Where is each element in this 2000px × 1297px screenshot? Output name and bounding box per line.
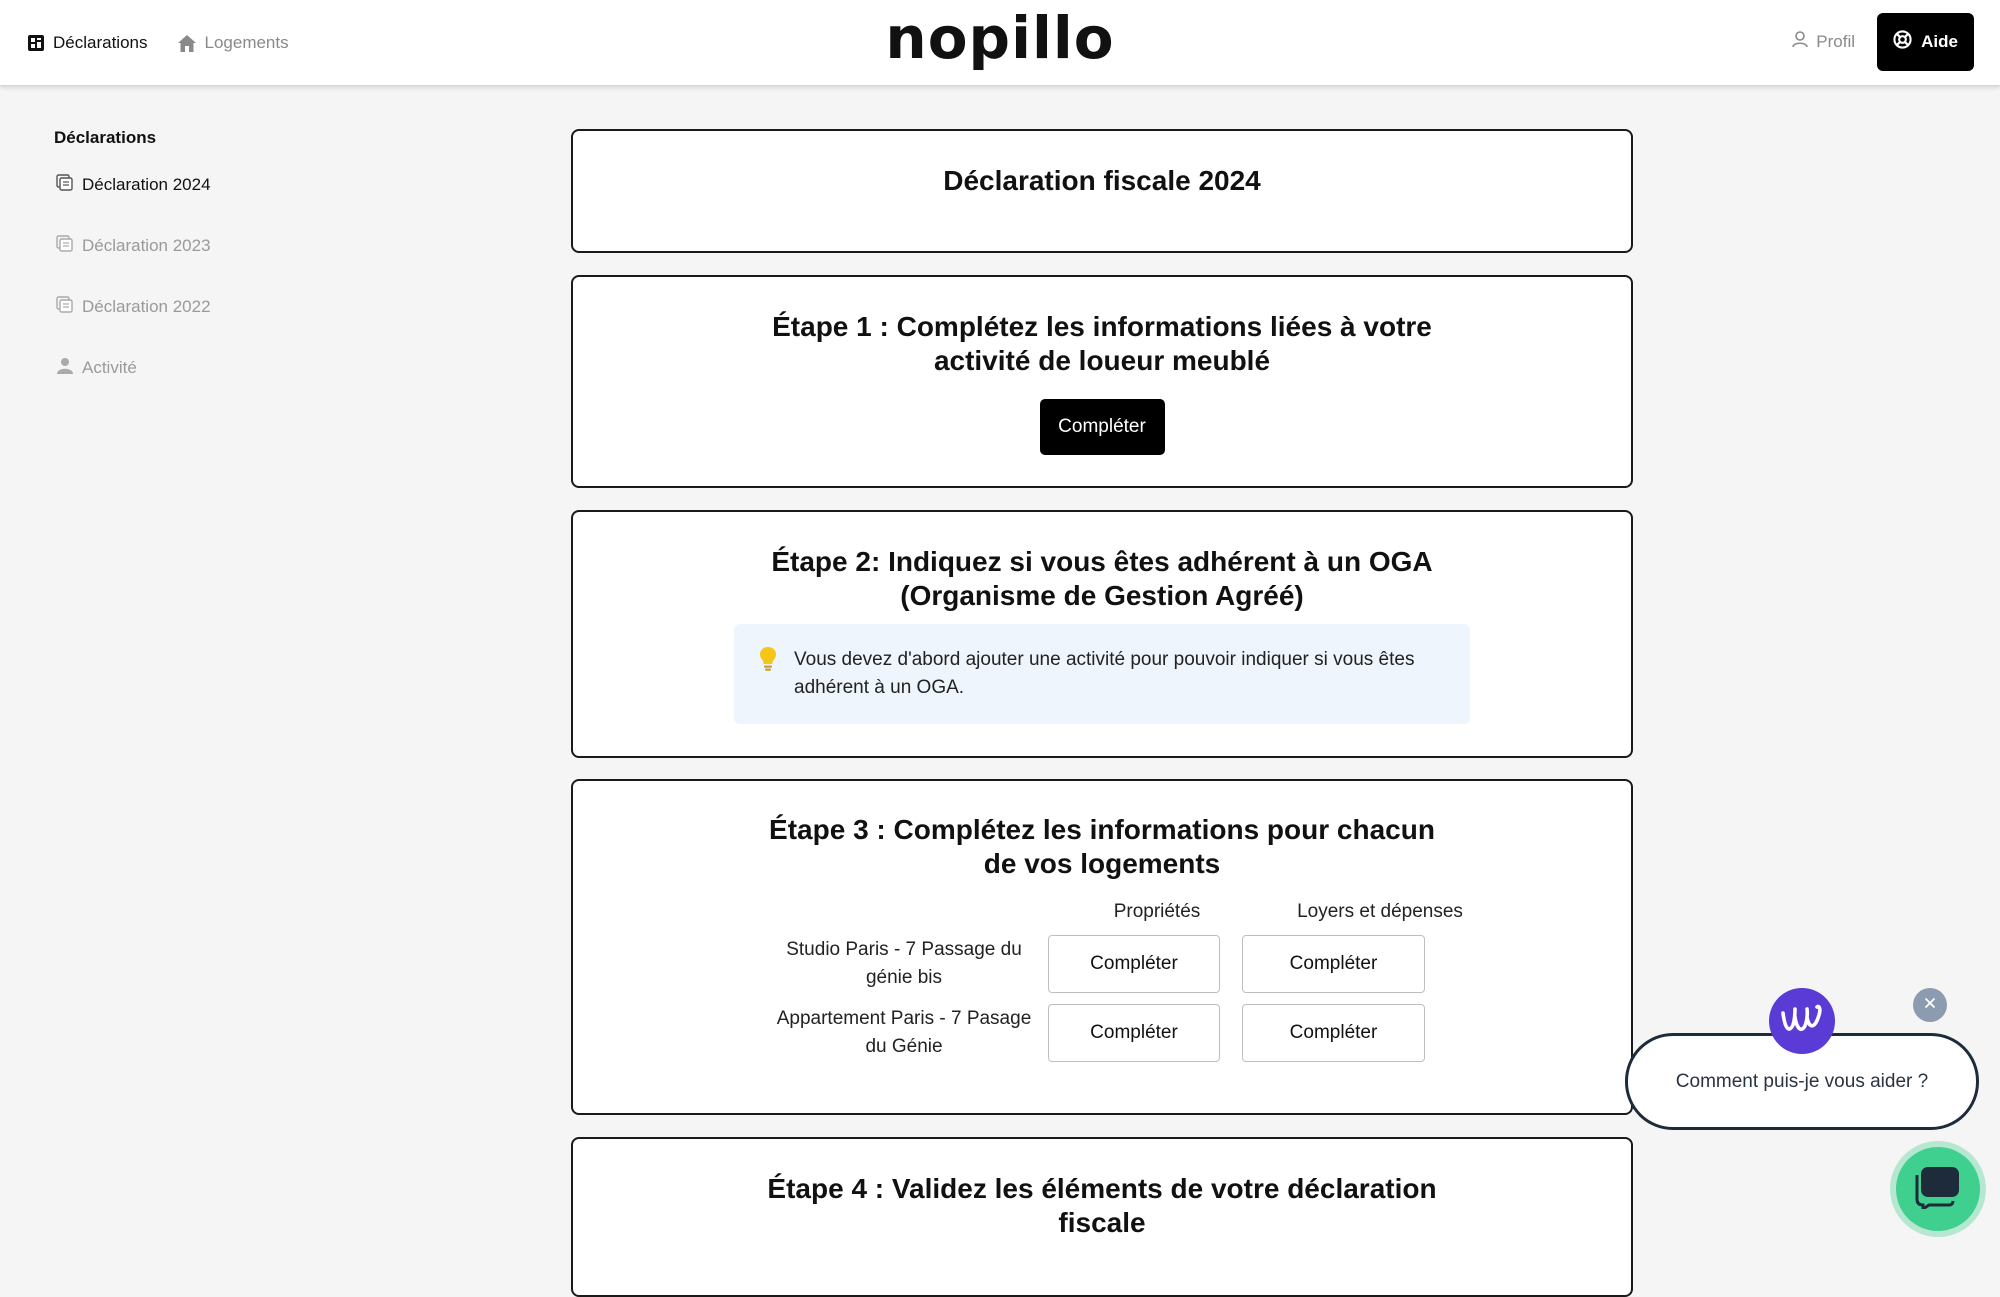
page-title: Déclaration fiscale 2024 (943, 165, 1261, 196)
oga-info-text: Vous devez d'abord ajouter une activité pour pouvoir indiquer si vous êtes adhérent à un OGA. (794, 649, 1415, 698)
step-1-complete-button[interactable]: Compléter (1040, 399, 1165, 455)
row-2-properties-complete-button[interactable]: Compléter (1048, 1004, 1220, 1062)
profile-label: Profil (1816, 32, 1855, 51)
sidebar-item-declaration-2023[interactable] (54, 235, 474, 257)
user-actions (1792, 13, 1974, 71)
step-4-title-line1: Étape 4 : Validez les éléments de votre déclaration (767, 1173, 1437, 1204)
sidebar-item-declaration-2022[interactable] (54, 296, 474, 318)
nav-declarations[interactable] (28, 33, 148, 53)
top-navigation-bar (0, 0, 2000, 86)
step-1-card (571, 275, 1633, 488)
sidebar-item-label: Déclaration 2023 (82, 236, 211, 255)
step-2-title (573, 545, 1631, 613)
step-1-title (573, 310, 1631, 378)
nav-logements[interactable] (178, 33, 289, 53)
documents-icon (56, 235, 74, 258)
sidebar (54, 128, 474, 418)
step-2-title-line1: Étape 2: Indiquez si vous êtes adhérent à un OGA (771, 546, 1433, 577)
step-4-title (573, 1172, 1631, 1240)
main-nav (28, 0, 289, 86)
nopillo-logo: nopillo (885, 4, 1115, 72)
nav-logements-label: Logements (204, 33, 289, 52)
user-outline-icon (1792, 31, 1808, 53)
declaration-title-card (571, 129, 1633, 253)
home-icon (178, 35, 196, 52)
column-header-rents-expenses: Loyers et dépenses (1297, 901, 1463, 922)
step-1-title-line2: activité de loueur meublé (933, 345, 1271, 376)
assistant-logo-icon (1779, 999, 1825, 1044)
properties-table (573, 901, 1631, 1071)
sidebar-item-declaration-2024[interactable] (54, 174, 474, 196)
property-row-label: Studio Paris - 7 Passage du génie bis (786, 939, 1022, 988)
sidebar-item-label: Déclaration 2022 (82, 297, 211, 316)
sidebar-item-label: Déclaration 2024 (82, 175, 211, 194)
step-3-title-line1: Étape 3 : Complétez les informations pour chacun (769, 814, 1435, 845)
step-3-title-line2: de vos logements (983, 848, 1221, 879)
profile-link[interactable] (1792, 31, 1855, 53)
property-row-label: Appartement Paris - 7 Pasage du Génie (776, 1008, 1032, 1057)
step-2-title-line2: (Organisme de Gestion Agréé) (900, 580, 1304, 611)
column-header-properties: Propriétés (1113, 901, 1201, 922)
row-1-rents-complete-button[interactable]: Compléter (1242, 935, 1425, 993)
row-1-properties-complete-button[interactable]: Compléter (1048, 935, 1220, 993)
chat-icon (1915, 1165, 1961, 1214)
dashboard-icon (28, 35, 44, 51)
sidebar-item-label: Activité (82, 358, 137, 377)
help-button[interactable] (1877, 13, 1974, 71)
step-4-card (571, 1137, 1633, 1297)
chat-launcher-button[interactable] (1896, 1147, 1980, 1231)
step-4-title-line2: fiscale (1058, 1207, 1146, 1238)
step-2-card (571, 510, 1633, 758)
chat-prompt-text: Comment puis-je vous aider ? (1675, 1070, 1929, 1092)
chat-close-button[interactable] (1913, 988, 1947, 1022)
sidebar-heading: Déclarations (54, 128, 157, 147)
step-3-card (571, 779, 1633, 1115)
chat-assistant-avatar (1769, 988, 1835, 1054)
row-2-rents-complete-button[interactable]: Compléter (1242, 1004, 1425, 1062)
lifebuoy-icon (1893, 30, 1912, 54)
nav-declarations-label: Déclarations (53, 33, 148, 52)
lightbulb-icon (759, 646, 777, 677)
user-icon (56, 357, 74, 380)
documents-icon (56, 296, 74, 319)
oga-info-box (734, 624, 1470, 724)
close-icon (1924, 996, 1936, 1014)
step-1-title-line1: Étape 1 : Complétez les informations liées à votre (772, 311, 1432, 342)
sidebar-item-activite[interactable] (54, 357, 474, 379)
help-label: Aide (1921, 32, 1958, 51)
step-3-title (573, 813, 1631, 881)
documents-icon (56, 174, 74, 197)
